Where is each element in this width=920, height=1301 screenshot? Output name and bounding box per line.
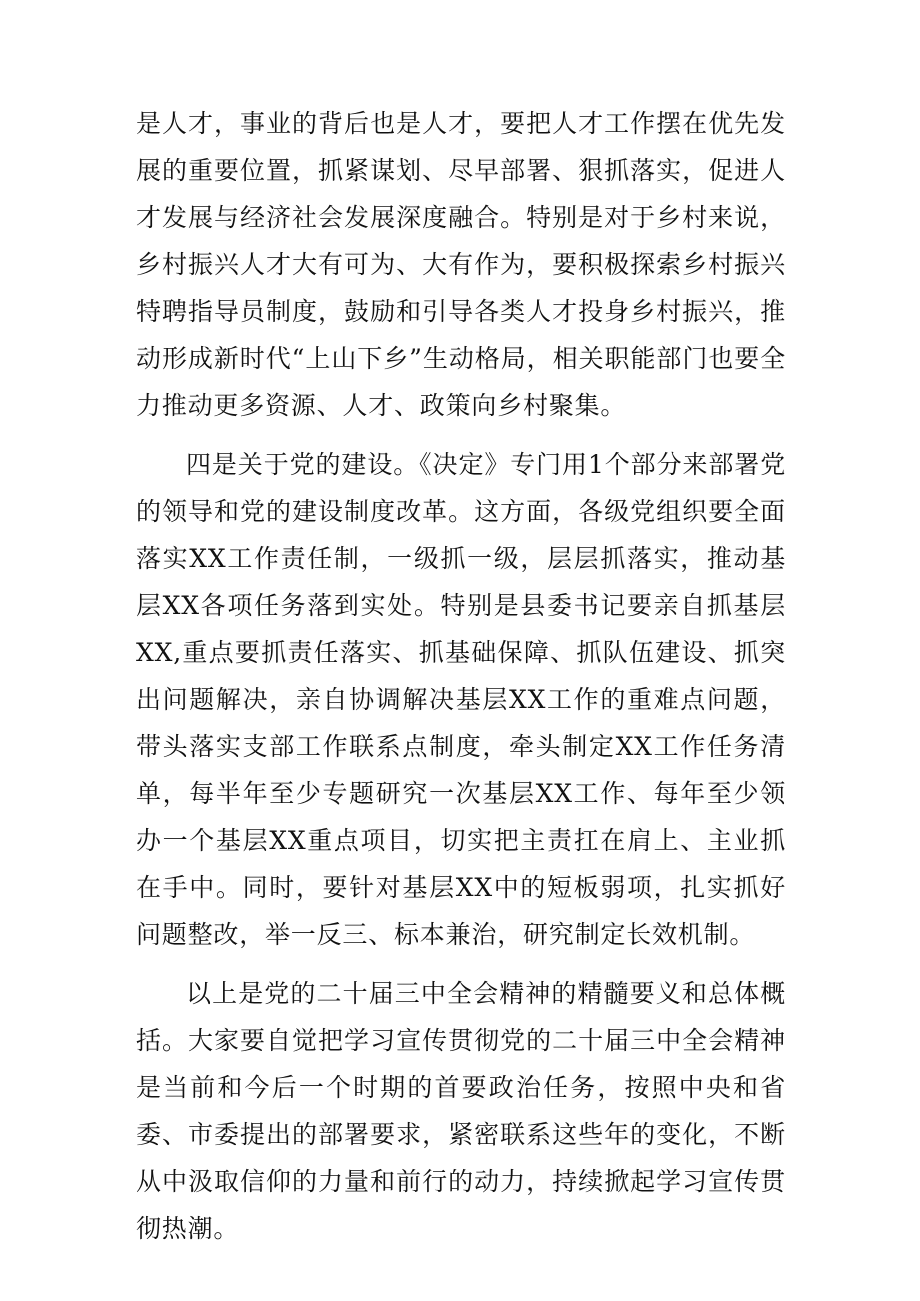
paragraph-talent: 是人才，事业的背后也是人才，要把人才工作摆在优先发展的重要位置，抓紧谋划、尽早部署、狠抓落实，促进人才发展与经济社会发展深度融合。特别是对于乡村来说，乡村振兴人才大有可为、大有作为，要积极探索乡村振兴特聘指导员制度，鼓励和引导各类人才投身乡村振兴，推动形成新时代“上山下乡”生动格局，相关职能部门也要全力推动更多资源、人才、政策向乡村聚集。 bbox=[136, 109, 786, 420]
document-body bbox=[136, 100, 786, 1264]
paragraph-party-building: 四是关于党的建设。《决定》专门用1个部分来部署党的领导和党的建设制度改革。这方面，各级党组织要全面落实XX工作责任制，一级抓一级，层层抓落实，推动基层XX各项任务落到实处。特别是县委书记要亲自抓基层XX,重点要抓责任落实、抓基础保障、抓队伍建设、抓突出问题解决，亲自协调解决基层XX工作的重难点问题，带头落实支部工作联系点制度，牵头制定XX工作任务清单，每半年至少专题研究一次基层XX工作、每年至少领办一个基层XX重点项目，切实把主责扛在肩上、主业抓在手中。同时，要针对基层XX中的短板弱项，扎实抓好问题整改，举一反三、标本兼治，研究制定长效机制。 bbox=[136, 450, 786, 949]
paragraph-summary: 以上是党的二十届三中全会精神的精髓要义和总体概括。大家要自觉把学习宣传贯彻党的二十届三中全会精神是当前和今后一个时期的首要政治任务，按照中央和省委、市委提出的部署要求，紧密联系这些年的变化，不断从中汲取信仰的力量和前行的动力，持续掀起学习宣传贯彻热潮。 bbox=[136, 979, 786, 1243]
